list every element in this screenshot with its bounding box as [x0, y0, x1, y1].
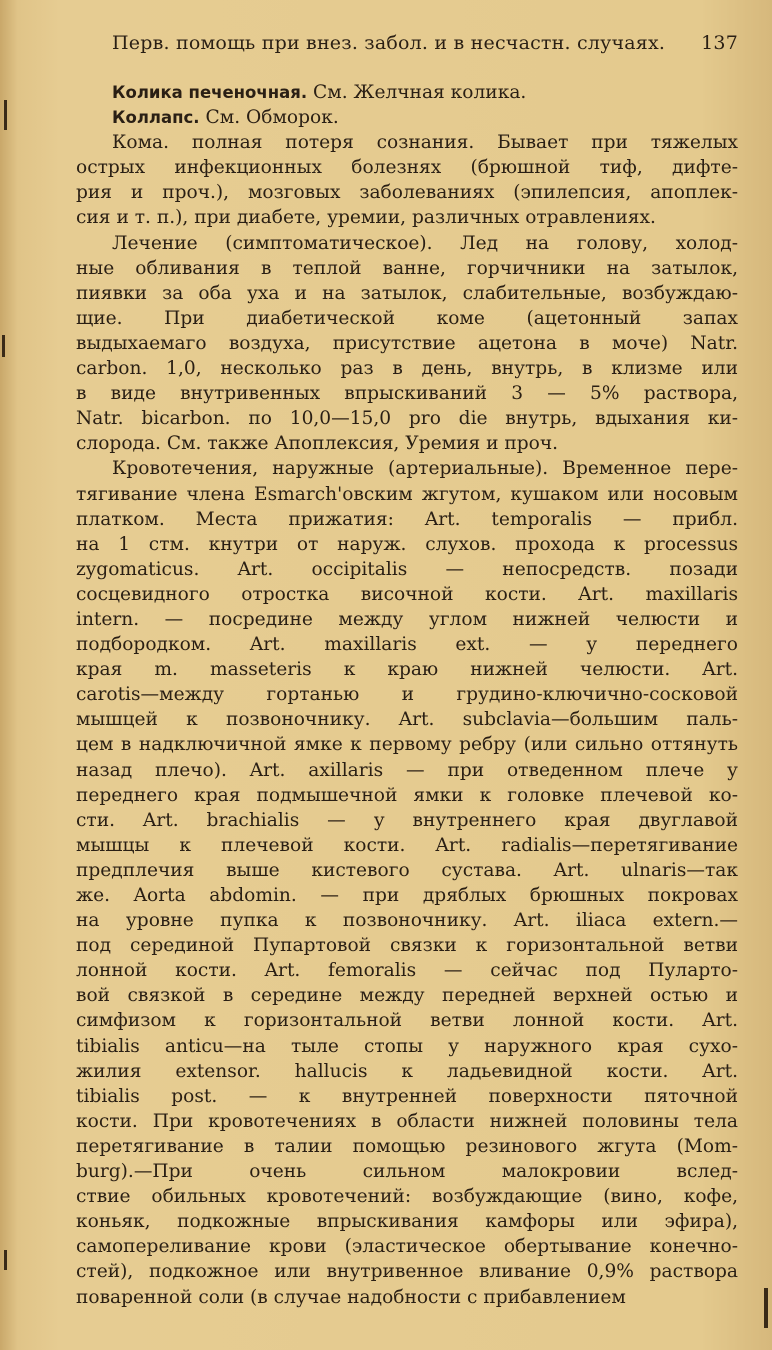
- text-line: пиявки за оба уха и на затылок, слабительные, возбуждаю-: [76, 282, 738, 304]
- text-line: самопереливание крови (эластическое обертывание конечно-: [76, 1236, 738, 1258]
- text-line: края m. masseteris к краю нижней челюсти. Art.: [76, 659, 738, 681]
- text-line: переднего края подмышечной ямки к головке плечевой ко-: [76, 784, 738, 806]
- text-line: сосцевидного отростка височной кости. Art. maxillaris: [76, 583, 738, 605]
- text-line: carotis—между гортанью и грудино-ключично-сосковой: [76, 684, 738, 706]
- text-line: под серединой Пупартовой связки к горизонтальной ветви: [76, 935, 738, 957]
- text-line: коньяк, подкожные впрыскивания камфоры или эфира),: [76, 1211, 738, 1233]
- text-line: Natr. bicarbon. по 10,0—15,0 pro die внутрь, вдыхания ки-: [76, 408, 738, 430]
- entry-head: Коллапс.: [112, 108, 200, 128]
- text-line: tibialis anticu—на тыле стопы у наружного края сухо-: [76, 1035, 738, 1057]
- text-line: на 1 стм. кнутри от наруж. слухов. прохода к processus: [76, 533, 738, 555]
- text-line: кости. При кровотечениях в области нижней половины тела: [76, 1110, 738, 1132]
- text-line: zygomaticus. Art. occipitalis — непосредств. позади: [76, 558, 738, 580]
- text-line: предплечия выше кистевого сустава. Art. ulnaris—так: [76, 859, 738, 881]
- text-line: щие. При диабетической коме (ацетонный запах: [76, 307, 738, 329]
- text-line: жилия extensor. hallucis к ладьевидной кости. Art.: [76, 1060, 738, 1082]
- text-line: ствие обильных кровотечений: возбуждающие (вино, кофе,: [76, 1186, 738, 1208]
- text-line: рия и проч.), мозговых заболеваниях (эпилепсия, апоплек-: [76, 182, 738, 204]
- entry-head: Колика печеночная.: [112, 83, 308, 102]
- text-line: intern. — посредине между углом нижней челюсти и: [76, 608, 738, 630]
- edge-mark: [764, 1288, 768, 1328]
- edge-mark: [4, 1250, 7, 1270]
- edge-mark: [4, 100, 7, 130]
- entry-text: См. Желчная колика.: [313, 82, 527, 103]
- text-line: Кровотечения, наружные (артериальные). Временное пере-: [112, 458, 738, 480]
- text-line: платком. Места прижатия: Art. temporalis — прибл.: [76, 508, 738, 530]
- text-line: carbon. 1,0, несколько раз в день, внутрь, в клизме или: [76, 358, 738, 380]
- text-line: в виде внутривенных впрыскиваний 3 — 5% раствора,: [76, 383, 738, 405]
- text-line: стей), подкожное или внутривенное вливание 0,9% раствора: [76, 1261, 738, 1283]
- text-line: тягивание члена Esmarch'овским жгутом, кушаком или носовым: [76, 483, 738, 505]
- text-line: назад плечо). Art. axillaris — при отведенном плече у: [76, 759, 738, 781]
- text-line: перетягивание в талии помощью резинового жгута (Mom-: [76, 1135, 738, 1157]
- text-line: burg).—При очень сильном малокровии вслед-: [76, 1161, 738, 1183]
- text-line: острых инфекционных болезнях (брюшной тиф, дифте-: [76, 157, 738, 179]
- page-header: [112, 32, 738, 54]
- body-text: [76, 80, 738, 1310]
- running-title: Перв. помощь при внез. забол. и в несчастн. случаях.: [112, 32, 666, 54]
- text-line: Кома. полная потеря сознания. Бывает при тяжелых: [112, 132, 738, 154]
- text-line: же. Aorta abdomin. — при дряблых брюшных покровах: [76, 885, 738, 906]
- text-line: лонной кости. Art. femoralis — сейчас под Пуларто-: [76, 960, 738, 982]
- entry-colic: [76, 80, 738, 105]
- text-line: вой связкой в середине между передней верхней остью и: [76, 985, 738, 1007]
- text-line: мышцы к плечевой кости. Art. radialis—перетягивание: [76, 834, 738, 856]
- edge-mark: [2, 335, 5, 357]
- text-line: сия и т. п.), при диабете, уремии, различных отравлениях.: [76, 207, 656, 229]
- text-line: цем в надключичной ямке к первому ребру (или сильно оттянуть: [76, 734, 738, 756]
- text-line: Лечение (симптоматическое). Лед на голову, холод-: [112, 232, 738, 254]
- entry-text: См. Обморок.: [205, 107, 339, 129]
- text-lines: [76, 130, 738, 1309]
- text-line: подбородком. Art. maxillaris ext. — у переднего: [76, 634, 738, 656]
- text-line: мышцей к позвоночнику. Art. subclavia—большим паль-: [76, 709, 738, 731]
- text-line: на уровне пупка к позвоночнику. Art. iliaca extern.—: [76, 910, 738, 932]
- page-number: 137: [701, 32, 738, 54]
- text-line: выдыхаемаго воздуха, присутствие ацетона в моче) Natr.: [76, 332, 738, 354]
- text-line: слорода. См. также Апоплексия, Уремия и проч.: [76, 433, 559, 455]
- entry-collapse: [76, 105, 738, 130]
- text-line: ные обливания в теплой ванне, горчичники на затылок,: [76, 257, 738, 279]
- text-line: симфизом к горизонтальной ветви лонной кости. Art.: [76, 1010, 738, 1032]
- text-line: сти. Art. brachialis — у внутреннего края двуглавой: [76, 809, 738, 831]
- text-line: tibialis post. — к внутренней поверхности пяточной: [76, 1085, 738, 1107]
- text-line: поваренной соли (в случае надобности с прибавлением: [76, 1286, 626, 1308]
